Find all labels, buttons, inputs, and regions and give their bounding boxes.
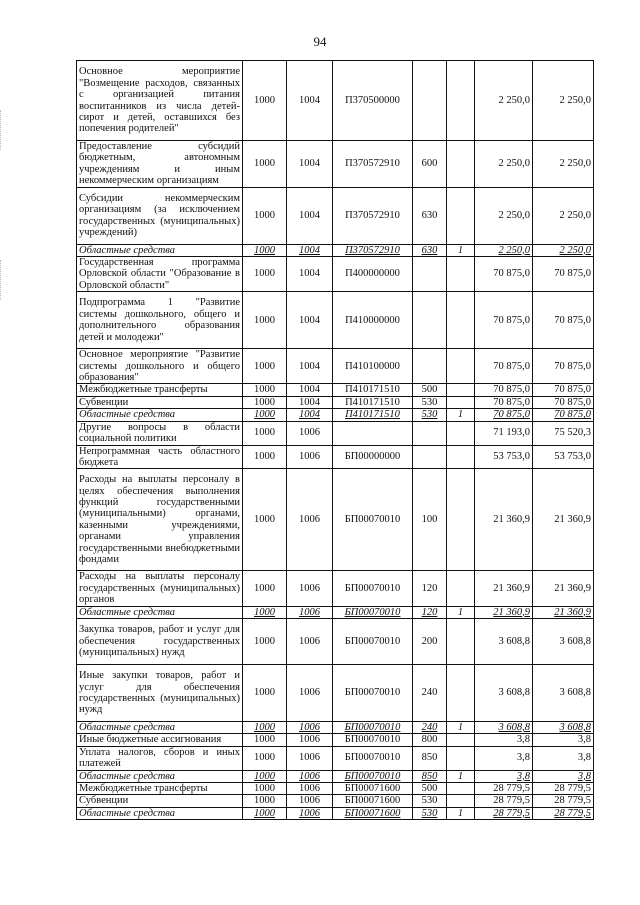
expense-type-code: 500 [413, 384, 447, 396]
subsection-code: 1006 [287, 721, 333, 733]
target-article-code [333, 421, 413, 445]
expense-name: Основное мероприятие "Развитие системы дошкольного и общего образования" [77, 349, 243, 384]
target-article-code: БП00070010 [333, 618, 413, 664]
subsection-code: 1006 [287, 807, 333, 819]
expense-type-code [413, 61, 447, 141]
expense-name: Иные бюджетные ассигнования [77, 734, 243, 746]
section-code: 1000 [243, 795, 287, 807]
amount-year-2: 3 608,8 [533, 664, 594, 721]
table-row [77, 734, 594, 746]
target-article-code: БП00070010 [333, 664, 413, 721]
amount-year-1: 3,8 [475, 746, 533, 770]
section-code: 1000 [243, 445, 287, 469]
table-row [77, 782, 594, 794]
subsection-code: 1004 [287, 292, 333, 349]
section-code: 1000 [243, 807, 287, 819]
expense-type-code: 500 [413, 782, 447, 794]
target-article-code: БП00071600 [333, 807, 413, 819]
subsection-code: 1006 [287, 795, 333, 807]
expense-type-code: 120 [413, 571, 447, 606]
subsection-code: 1006 [287, 746, 333, 770]
funding-source-code [447, 396, 475, 408]
section-code: 1000 [243, 349, 287, 384]
expense-type-code: 530 [413, 807, 447, 819]
funding-source-code [447, 141, 475, 188]
subsection-code: 1006 [287, 618, 333, 664]
amount-year-2: 3 608,8 [533, 721, 594, 733]
section-code: 1000 [243, 61, 287, 141]
expense-name: Областные средства [77, 721, 243, 733]
expense-type-code: 100 [413, 469, 447, 571]
section-code: 1000 [243, 141, 287, 188]
expense-type-code: 530 [413, 409, 447, 421]
section-code: 1000 [243, 664, 287, 721]
amount-year-1: 28 779,5 [475, 795, 533, 807]
funding-source-code: 1 [447, 606, 475, 618]
expense-name: Межбюджетные трансферты [77, 384, 243, 396]
table-row [77, 292, 594, 349]
expense-name: Субсидии некоммерческим организациям (за исключением государственных (муниципальных) учреждений) [77, 187, 243, 244]
funding-source-code [447, 734, 475, 746]
funding-source-code [447, 782, 475, 794]
amount-year-1: 70 875,0 [475, 409, 533, 421]
table-row [77, 571, 594, 606]
funding-source-code [447, 795, 475, 807]
expense-type-code [413, 257, 447, 292]
funding-source-code: 1 [447, 409, 475, 421]
target-article-code: П410000000 [333, 292, 413, 349]
section-code: 1000 [243, 244, 287, 256]
table-row [77, 469, 594, 571]
funding-source-code [447, 445, 475, 469]
section-code: 1000 [243, 746, 287, 770]
table-row [77, 349, 594, 384]
amount-year-2: 2 250,0 [533, 61, 594, 141]
table-row [77, 807, 594, 819]
amount-year-1: 21 360,9 [475, 469, 533, 571]
subsection-code: 1006 [287, 469, 333, 571]
subsection-code: 1004 [287, 257, 333, 292]
expense-type-code: 630 [413, 187, 447, 244]
section-code: 1000 [243, 396, 287, 408]
funding-source-code [447, 421, 475, 445]
subsection-code: 1006 [287, 782, 333, 794]
amount-year-1: 70 875,0 [475, 384, 533, 396]
subsection-code: 1004 [287, 384, 333, 396]
subsection-code: 1004 [287, 244, 333, 256]
subsection-code: 1006 [287, 421, 333, 445]
section-code: 1000 [243, 734, 287, 746]
amount-year-2: 2 250,0 [533, 141, 594, 188]
amount-year-1: 70 875,0 [475, 349, 533, 384]
amount-year-2: 21 360,9 [533, 606, 594, 618]
subsection-code: 1004 [287, 61, 333, 141]
expense-type-code [413, 349, 447, 384]
subsection-code: 1004 [287, 396, 333, 408]
expense-name: Межбюджетные трансферты [77, 782, 243, 794]
expense-name: Подпрограмма 1 "Развитие системы дошкольного, общего и дополнительного образования детей и молодежи" [77, 292, 243, 349]
amount-year-1: 70 875,0 [475, 396, 533, 408]
funding-source-code [447, 61, 475, 141]
target-article-code: БП00070010 [333, 606, 413, 618]
expense-type-code: 530 [413, 795, 447, 807]
expense-name: Расходы на выплаты персоналу в целях обеспечения выполнения функций государственными (муниципальными) органами, казенными учреждениями, органами управления государственными внебюджетными фондами [77, 469, 243, 571]
amount-year-2: 3,8 [533, 746, 594, 770]
expense-name: Расходы на выплаты персоналу государственных (муниципальных) органов [77, 571, 243, 606]
expense-type-code: 850 [413, 770, 447, 782]
expense-name: Закупка товаров, работ и услуг для обеспечения государственных (муниципальных) нужд [77, 618, 243, 664]
expense-type-code: 530 [413, 396, 447, 408]
amount-year-1: 21 360,9 [475, 571, 533, 606]
table-row [77, 244, 594, 256]
amount-year-1: 70 875,0 [475, 257, 533, 292]
expense-type-code: 120 [413, 606, 447, 618]
amount-year-1: 3 608,8 [475, 664, 533, 721]
expense-type-code [413, 445, 447, 469]
target-article-code: БП00070010 [333, 721, 413, 733]
subsection-code: 1004 [287, 349, 333, 384]
binding-mark-top [0, 110, 3, 150]
amount-year-1: 21 360,9 [475, 606, 533, 618]
section-code: 1000 [243, 606, 287, 618]
target-article-code: П370500000 [333, 61, 413, 141]
amount-year-2: 21 360,9 [533, 571, 594, 606]
funding-source-code: 1 [447, 721, 475, 733]
amount-year-2: 28 779,5 [533, 782, 594, 794]
table-row [77, 606, 594, 618]
table-row [77, 187, 594, 244]
section-code: 1000 [243, 721, 287, 733]
amount-year-2: 3,8 [533, 770, 594, 782]
expense-type-code: 630 [413, 244, 447, 256]
funding-source-code [447, 664, 475, 721]
table-row [77, 721, 594, 733]
target-article-code: П410171510 [333, 396, 413, 408]
target-article-code: БП00071600 [333, 795, 413, 807]
amount-year-2: 2 250,0 [533, 244, 594, 256]
budget-table-body [77, 61, 594, 820]
amount-year-1: 2 250,0 [475, 244, 533, 256]
expense-name: Другие вопросы в области социальной политики [77, 421, 243, 445]
funding-source-code: 1 [447, 770, 475, 782]
expense-name: Непрограммная часть областного бюджета [77, 445, 243, 469]
section-code: 1000 [243, 257, 287, 292]
expense-name: Субвенции [77, 795, 243, 807]
subsection-code: 1006 [287, 734, 333, 746]
target-article-code: П410171510 [333, 409, 413, 421]
section-code: 1000 [243, 469, 287, 571]
expense-type-code: 200 [413, 618, 447, 664]
expense-type-code: 240 [413, 721, 447, 733]
amount-year-2: 70 875,0 [533, 292, 594, 349]
target-article-code: П370572910 [333, 244, 413, 256]
target-article-code: БП00070010 [333, 734, 413, 746]
table-row [77, 396, 594, 408]
target-article-code: БП00070010 [333, 746, 413, 770]
target-article-code: БП00071600 [333, 782, 413, 794]
amount-year-2: 70 875,0 [533, 257, 594, 292]
table-row [77, 384, 594, 396]
section-code: 1000 [243, 782, 287, 794]
amount-year-1: 3,8 [475, 734, 533, 746]
expense-type-code [413, 292, 447, 349]
table-row [77, 61, 594, 141]
expense-name: Областные средства [77, 770, 243, 782]
target-article-code: П370572910 [333, 187, 413, 244]
amount-year-2: 70 875,0 [533, 349, 594, 384]
amount-year-2: 2 250,0 [533, 187, 594, 244]
amount-year-1: 28 779,5 [475, 782, 533, 794]
amount-year-2: 70 875,0 [533, 396, 594, 408]
expense-name: Областные средства [77, 244, 243, 256]
amount-year-2: 75 520,3 [533, 421, 594, 445]
table-row [77, 257, 594, 292]
subsection-code: 1004 [287, 187, 333, 244]
section-code: 1000 [243, 421, 287, 445]
amount-year-1: 2 250,0 [475, 61, 533, 141]
expense-name: Иные закупки товаров, работ и услуг для обеспечения государственных (муниципальных) нужд [77, 664, 243, 721]
amount-year-2: 70 875,0 [533, 384, 594, 396]
funding-source-code [447, 618, 475, 664]
subsection-code: 1006 [287, 445, 333, 469]
amount-year-1: 3 608,8 [475, 721, 533, 733]
table-row [77, 618, 594, 664]
funding-source-code [447, 292, 475, 349]
expense-name: Областные средства [77, 807, 243, 819]
table-row [77, 746, 594, 770]
expense-name: Уплата налогов, сборов и иных платежей [77, 746, 243, 770]
table-row [77, 664, 594, 721]
expense-name: Областные средства [77, 409, 243, 421]
table-row [77, 141, 594, 188]
amount-year-1: 2 250,0 [475, 187, 533, 244]
expense-name: Государственная программа Орловской области "Образование в Орловской области" [77, 257, 243, 292]
funding-source-code: 1 [447, 244, 475, 256]
target-article-code: П410171510 [333, 384, 413, 396]
amount-year-1: 70 875,0 [475, 292, 533, 349]
subsection-code: 1004 [287, 409, 333, 421]
amount-year-2: 28 779,5 [533, 795, 594, 807]
subsection-code: 1006 [287, 606, 333, 618]
expense-type-code: 240 [413, 664, 447, 721]
table-row [77, 421, 594, 445]
expense-name: Предоставление субсидий бюджетным, автономным учреждениям и иным некоммерческим организациям [77, 141, 243, 188]
amount-year-1: 53 753,0 [475, 445, 533, 469]
section-code: 1000 [243, 187, 287, 244]
expense-name: Областные средства [77, 606, 243, 618]
target-article-code: П370572910 [333, 141, 413, 188]
funding-source-code [447, 384, 475, 396]
amount-year-2: 70 875,0 [533, 409, 594, 421]
amount-year-1: 3,8 [475, 770, 533, 782]
binding-mark-bottom [0, 260, 3, 300]
target-article-code: БП00070010 [333, 571, 413, 606]
expense-type-code [413, 421, 447, 445]
amount-year-2: 28 779,5 [533, 807, 594, 819]
table-row [77, 445, 594, 469]
funding-source-code [447, 469, 475, 571]
budget-table [76, 60, 594, 820]
subsection-code: 1006 [287, 571, 333, 606]
amount-year-1: 2 250,0 [475, 141, 533, 188]
expense-type-code: 600 [413, 141, 447, 188]
section-code: 1000 [243, 770, 287, 782]
funding-source-code [447, 187, 475, 244]
target-article-code: БП00000000 [333, 445, 413, 469]
expense-type-code: 800 [413, 734, 447, 746]
subsection-code: 1004 [287, 141, 333, 188]
table-row [77, 795, 594, 807]
funding-source-code [447, 257, 475, 292]
target-article-code: П400000000 [333, 257, 413, 292]
expense-name: Основное мероприятие "Возмещение расходов, связанных с организацией питания воспитанников из числа детей-сирот и детей, оставшихся без попечения родителей" [77, 61, 243, 141]
funding-source-code [447, 746, 475, 770]
target-article-code: БП00070010 [333, 770, 413, 782]
section-code: 1000 [243, 409, 287, 421]
section-code: 1000 [243, 618, 287, 664]
amount-year-2: 21 360,9 [533, 469, 594, 571]
amount-year-1: 28 779,5 [475, 807, 533, 819]
funding-source-code [447, 349, 475, 384]
amount-year-2: 3 608,8 [533, 618, 594, 664]
section-code: 1000 [243, 384, 287, 396]
expense-name: Субвенции [77, 396, 243, 408]
section-code: 1000 [243, 292, 287, 349]
target-article-code: БП00070010 [333, 469, 413, 571]
amount-year-1: 71 193,0 [475, 421, 533, 445]
subsection-code: 1006 [287, 770, 333, 782]
table-row [77, 409, 594, 421]
section-code: 1000 [243, 571, 287, 606]
amount-year-1: 3 608,8 [475, 618, 533, 664]
expense-type-code: 850 [413, 746, 447, 770]
subsection-code: 1006 [287, 664, 333, 721]
amount-year-2: 53 753,0 [533, 445, 594, 469]
amount-year-2: 3,8 [533, 734, 594, 746]
target-article-code: П410100000 [333, 349, 413, 384]
funding-source-code: 1 [447, 807, 475, 819]
page-number: 94 [313, 34, 327, 49]
funding-source-code [447, 571, 475, 606]
table-row [77, 770, 594, 782]
